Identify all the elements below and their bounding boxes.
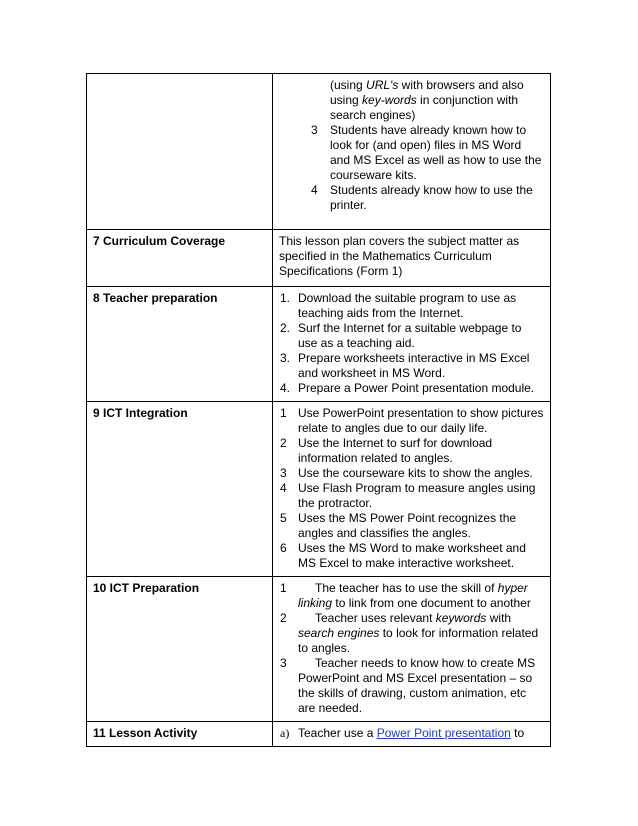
ict-integration-list: [279, 406, 544, 571]
list-item: 2. Surf the Internet for a suitable webpage to use as a teaching aid.: [280, 321, 522, 350]
list-item: 3 Teacher needs to know how to create MS PowerPoint and MS Excel presentation – so the skills of drawing, custom animation, etc are needed.: [280, 656, 536, 715]
list-item: 4 Use Flash Program to measure angles using the protractor.: [280, 481, 536, 510]
row-content: [273, 402, 551, 577]
list-item: 1 The teacher has to use the skill of hyper linking to link from one document to another: [280, 581, 531, 610]
power-point-link[interactable]: Power Point presentation: [376, 726, 511, 740]
row-label: 11 Lesson Activity: [87, 722, 273, 747]
table-row: [87, 230, 551, 287]
list-item: 5 Uses the MS Power Point recognizes the angles and classifies the angles.: [280, 511, 517, 540]
lesson-activity-list: [279, 726, 544, 741]
row-content: [273, 287, 551, 402]
table-row: [87, 287, 551, 402]
list-item: 3 Students have already known how to look for (and open) files in MS Word and MS Excel as well as how to use the courseware kits.: [311, 123, 542, 182]
list-item: 1 Use PowerPoint presentation to show pictures relate to angles due to our daily life.: [280, 406, 544, 435]
list-item: 1. Download the suitable program to use as teaching aids from the Internet.: [280, 291, 517, 320]
row-content: [273, 722, 551, 747]
list-item: a) Teacher use a Power Point presentation to: [280, 726, 525, 740]
row-label: 7 Curriculum Coverage: [87, 230, 273, 287]
list-item: 4. Prepare a Power Point presentation module.: [280, 381, 535, 395]
list-item: 4 Students already know how to use the printer.: [311, 183, 533, 212]
teacher-prep-list: [279, 291, 544, 396]
list-item: 2 Use the Internet to surf for download information related to angles.: [280, 436, 493, 465]
row-label: 8 Teacher preparation: [87, 287, 273, 402]
continued-text: (using URL's with browsers and also using key-words in conjunction with search engines): [330, 78, 524, 122]
row-content: [273, 577, 551, 722]
row-label-empty: [87, 74, 273, 230]
row-content: [273, 74, 551, 230]
ict-preparation-list: [279, 581, 544, 716]
list-item: 6 Uses the MS Word to make worksheet and MS Excel to make interactive worksheet.: [280, 541, 526, 570]
curriculum-text: This lesson plan covers the subject matter as specified in the Mathematics Curriculum Specifications (Form 1): [273, 230, 551, 287]
table-row: [87, 402, 551, 577]
lesson-plan-table: [86, 73, 551, 747]
list-item: 2 Teacher uses relevant keywords with search engines to look for information related to angles.: [280, 611, 539, 655]
table-row: [87, 74, 551, 230]
list-item: 3. Prepare worksheets interactive in MS Excel and worksheet in MS Word.: [280, 351, 530, 380]
row-label: 9 ICT Integration: [87, 402, 273, 577]
table-row: [87, 722, 551, 747]
list-item: 3 Use the courseware kits to show the angles.: [280, 466, 533, 480]
row-label: 10 ICT Preparation: [87, 577, 273, 722]
table-row: [87, 577, 551, 722]
prerequisite-list: [311, 123, 544, 213]
